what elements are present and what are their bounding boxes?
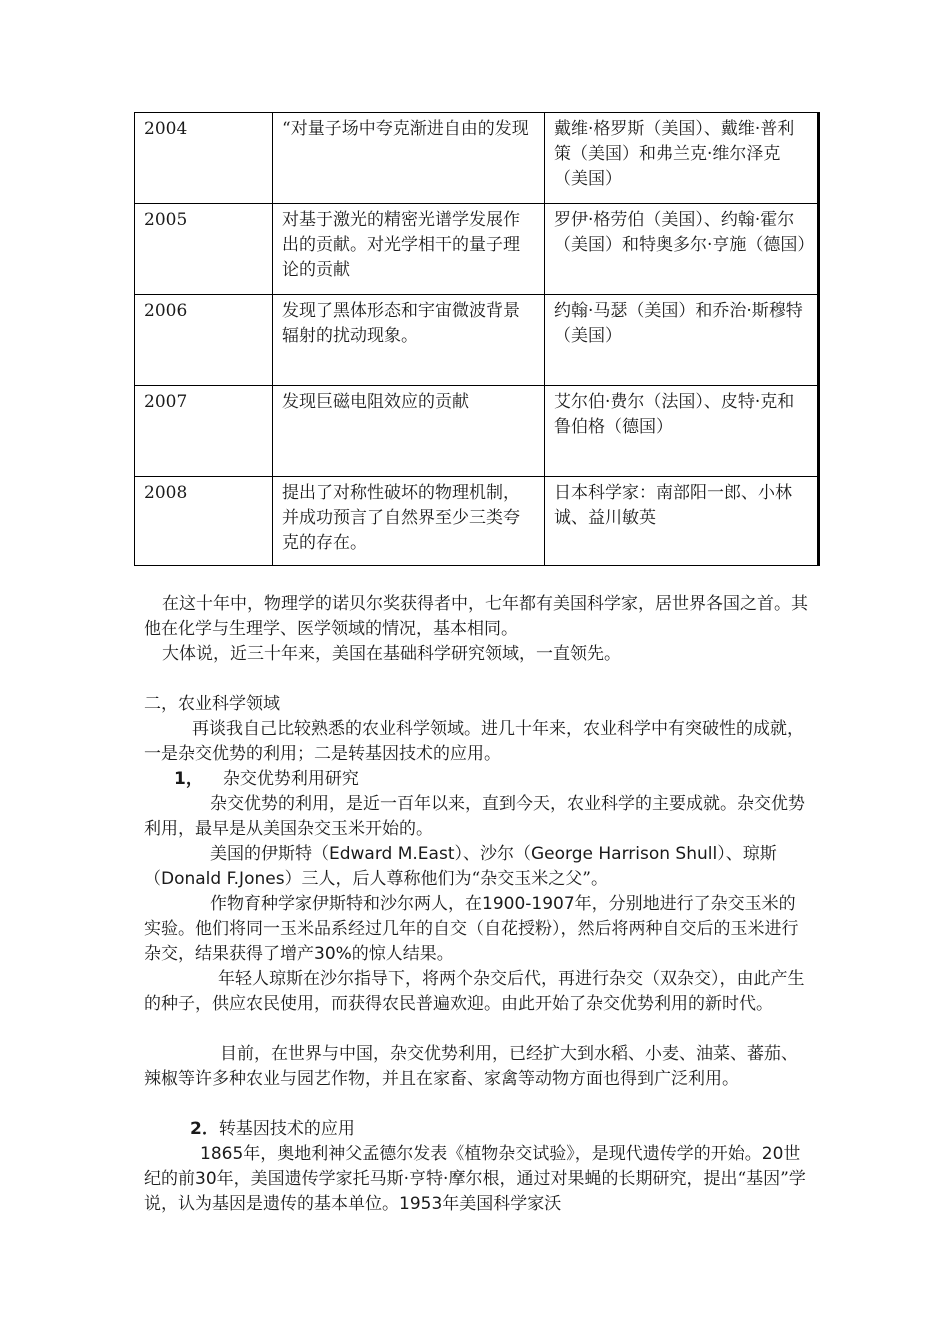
- paragraph-genetics: 1865年，奥地利神父孟德尔发表《植物杂交试验》，是现代遗传学的开始。20世纪的前30年，美国遗传学家托马斯·亨特·摩尔根，通过对果蝇的长期研究，提出“基因”学说，认为基因是遗传的基本单位。1953年美国科学家沃: [144, 1144, 806, 1214]
- subheading-text: 转基因技术的应用: [218, 1119, 355, 1139]
- year-cell: 2006: [135, 295, 273, 386]
- table-row: [135, 295, 819, 386]
- laureates-cell: 罗伊·格劳伯（美国）、约翰·霍尔（美国）和特奥多尔·亨施（德国）: [545, 204, 819, 295]
- laureates-cell: 戴维·格罗斯（美国）、戴维·普利策（美国）和弗兰克·维尔泽克（美国）: [545, 113, 819, 204]
- year-cell: 2004: [135, 113, 273, 204]
- laureates-cell: 日本科学家：南部阳一郎、小林诚、益川敏英: [545, 477, 819, 566]
- achievement-cell: 发现了黑体形态和宇宙微波背景辐射的扰动现象。: [273, 295, 545, 386]
- paragraph-summary: 在这十年中，物理学的诺贝尔奖获得者中，七年都有美国科学家，居世界各国之首。其他在化学与生理学、医学领域的情况，基本相同。: [144, 594, 808, 639]
- year-cell: 2005: [135, 204, 273, 295]
- paragraph-current: 目前，在世界与中国，杂交优势利用，已经扩大到水稻、小麦、油菜、蕃茄、辣椒等许多种农业与园艺作物，并且在家畜、家禽等动物方面也得到广泛利用。: [144, 1044, 798, 1089]
- laureates-cell: 艾尔伯·费尔（法国）、皮特·克和鲁伯格（德国）: [545, 386, 819, 477]
- year-cell: 2007: [135, 386, 273, 477]
- paragraph-double-cross: 年轻人琼斯在沙尔指导下，将两个杂交后代，再进行杂交（双杂交），由此产生的种子，供应农民使用，而获得农民普遍欢迎。由此开始了杂交优势利用的新时代。: [144, 969, 805, 1014]
- laureates-cell: 约翰·马瑟（美国）和乔治·斯穆特（美国）: [545, 295, 819, 386]
- subheading-number: 2．: [190, 1119, 219, 1139]
- table-row: [135, 204, 819, 295]
- achievement-cell: “对量子场中夸克渐进自由的发现: [273, 113, 545, 204]
- paragraph-hybrid-use: 杂交优势的利用，是近一百年以来，直到今天，农业科学的主要成就。杂交优势利用，最早是从美国杂交玉米开始的。: [144, 794, 805, 839]
- table-row: [135, 113, 819, 204]
- nobel-physics-table: [134, 112, 820, 566]
- achievement-cell: 提出了对称性破坏的物理机制，并成功预言了自然界至少三类夸克的存在。: [273, 477, 545, 566]
- table-row: [135, 386, 819, 477]
- achievement-cell: 对基于激光的精密光谱学发展作出的贡献。对光学相干的量子理论的贡献: [273, 204, 545, 295]
- paragraph-intro: 再谈我自己比较熟悉的农业科学领域。进几十年来，农业科学中有突破性的成就，一是杂交优势的利用；二是转基因技术的应用。: [144, 719, 804, 764]
- subheading-gm: [190, 1117, 810, 1142]
- subheading-hybrid: [174, 767, 794, 792]
- table-row: [135, 477, 819, 566]
- paragraph-conclusion: 大体说，近三十年来，美国在基础科学研究领域，一直领先。: [162, 644, 621, 664]
- year-cell: 2008: [135, 477, 273, 566]
- paragraph-experiment: 作物育种学家伊斯特和沙尔两人，在1900-1907年，分别地进行了杂交玉米的实验。他们将同一玉米品系经过几年的自交（自花授粉），然后将两种自交后的玉米进行杂交，结果获得了增产30%的惊人结果。: [144, 894, 799, 964]
- paragraph-fathers: 美国的伊斯特（Edward M.East）、沙尔（George Harrison Shull）、琼斯（Donald F.Jones）三人，后人尊称他们为“杂交玉米之父”。: [144, 844, 777, 889]
- section-heading-agriculture: 二，农业科学领域: [144, 694, 280, 714]
- achievement-cell: 发现巨磁电阻效应的贡献: [273, 386, 545, 477]
- subheading-number: 1，: [174, 769, 203, 789]
- subheading-text: 杂交优势利用研究: [222, 769, 359, 789]
